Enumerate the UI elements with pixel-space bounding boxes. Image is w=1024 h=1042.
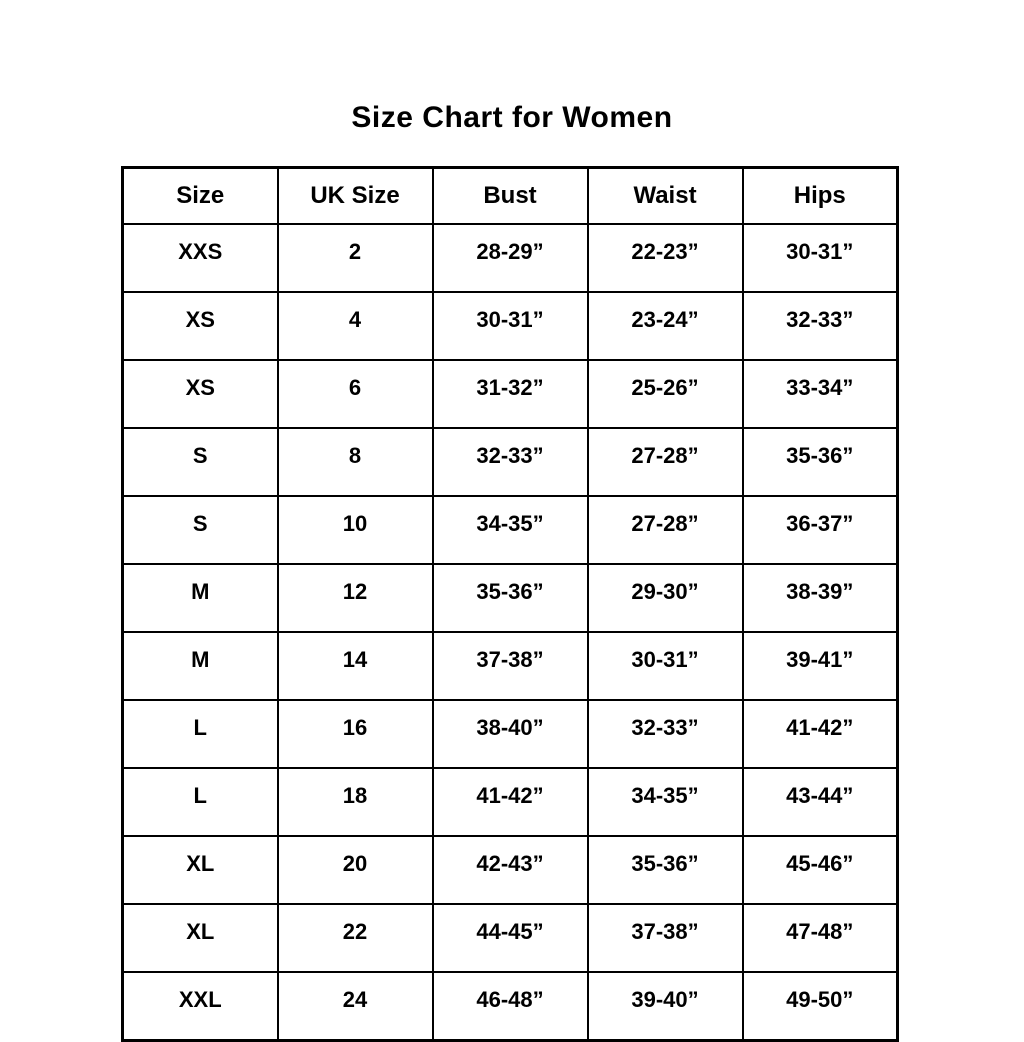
size-table-body bbox=[123, 224, 898, 1041]
table-cell: S bbox=[123, 428, 278, 496]
table-cell: XL bbox=[123, 904, 278, 972]
table-cell: 42-43” bbox=[433, 836, 588, 904]
table-cell: 14 bbox=[278, 632, 433, 700]
table-cell: 35-36” bbox=[433, 564, 588, 632]
table-cell: 2 bbox=[278, 224, 433, 292]
table-cell: 39-41” bbox=[743, 632, 898, 700]
table-cell: XL bbox=[123, 836, 278, 904]
table-cell: 33-34” bbox=[743, 360, 898, 428]
table-cell: S bbox=[123, 496, 278, 564]
page-title: Size Chart for Women bbox=[351, 101, 673, 134]
table-cell: XXS bbox=[123, 224, 278, 292]
table-cell: 32-33” bbox=[743, 292, 898, 360]
table-cell: 6 bbox=[278, 360, 433, 428]
table-cell: XXL bbox=[123, 972, 278, 1041]
table-cell: 34-35” bbox=[588, 768, 743, 836]
table-row bbox=[123, 360, 898, 428]
table-row bbox=[123, 224, 898, 292]
table-cell: 12 bbox=[278, 564, 433, 632]
size-table-head bbox=[123, 168, 898, 225]
column-header: Waist bbox=[588, 168, 743, 225]
table-row bbox=[123, 768, 898, 836]
table-cell: L bbox=[123, 700, 278, 768]
table-row bbox=[123, 836, 898, 904]
table-row bbox=[123, 428, 898, 496]
table-cell: 31-32” bbox=[433, 360, 588, 428]
table-cell: 10 bbox=[278, 496, 433, 564]
table-cell: 27-28” bbox=[588, 496, 743, 564]
table-cell: 36-37” bbox=[743, 496, 898, 564]
table-row bbox=[123, 564, 898, 632]
table-cell: 46-48” bbox=[433, 972, 588, 1041]
column-header: Size bbox=[123, 168, 278, 225]
table-cell: 37-38” bbox=[433, 632, 588, 700]
table-cell: 39-40” bbox=[588, 972, 743, 1041]
table-cell: L bbox=[123, 768, 278, 836]
column-header: Bust bbox=[433, 168, 588, 225]
table-cell: 18 bbox=[278, 768, 433, 836]
table-cell: M bbox=[123, 564, 278, 632]
table-cell: 35-36” bbox=[588, 836, 743, 904]
table-row bbox=[123, 496, 898, 564]
table-cell: 34-35” bbox=[433, 496, 588, 564]
table-cell: 22-23” bbox=[588, 224, 743, 292]
table-cell: 43-44” bbox=[743, 768, 898, 836]
table-cell: 32-33” bbox=[433, 428, 588, 496]
table-cell: 35-36” bbox=[743, 428, 898, 496]
table-cell: 45-46” bbox=[743, 836, 898, 904]
table-cell: 20 bbox=[278, 836, 433, 904]
table-row bbox=[123, 632, 898, 700]
table-cell: 28-29” bbox=[433, 224, 588, 292]
table-cell: 24 bbox=[278, 972, 433, 1041]
table-cell: 16 bbox=[278, 700, 433, 768]
column-header: UK Size bbox=[278, 168, 433, 225]
column-header: Hips bbox=[743, 168, 898, 225]
table-cell: 29-30” bbox=[588, 564, 743, 632]
table-cell: 41-42” bbox=[743, 700, 898, 768]
table-cell: 25-26” bbox=[588, 360, 743, 428]
table-cell: 37-38” bbox=[588, 904, 743, 972]
table-cell: 38-39” bbox=[743, 564, 898, 632]
table-cell: 47-48” bbox=[743, 904, 898, 972]
header-row bbox=[123, 168, 898, 225]
table-cell: XS bbox=[123, 292, 278, 360]
table-cell: 23-24” bbox=[588, 292, 743, 360]
table-cell: 30-31” bbox=[743, 224, 898, 292]
table-cell: 30-31” bbox=[433, 292, 588, 360]
table-row bbox=[123, 972, 898, 1041]
table-row bbox=[123, 292, 898, 360]
table-cell: XS bbox=[123, 360, 278, 428]
table-cell: 32-33” bbox=[588, 700, 743, 768]
table-cell: 44-45” bbox=[433, 904, 588, 972]
table-row bbox=[123, 904, 898, 972]
table-cell: 22 bbox=[278, 904, 433, 972]
table-cell: 27-28” bbox=[588, 428, 743, 496]
table-cell: 4 bbox=[278, 292, 433, 360]
size-table bbox=[121, 166, 899, 1042]
table-cell: 8 bbox=[278, 428, 433, 496]
table-cell: 38-40” bbox=[433, 700, 588, 768]
table-cell: M bbox=[123, 632, 278, 700]
table-cell: 30-31” bbox=[588, 632, 743, 700]
table-cell: 41-42” bbox=[433, 768, 588, 836]
table-cell: 49-50” bbox=[743, 972, 898, 1041]
table-row bbox=[123, 700, 898, 768]
